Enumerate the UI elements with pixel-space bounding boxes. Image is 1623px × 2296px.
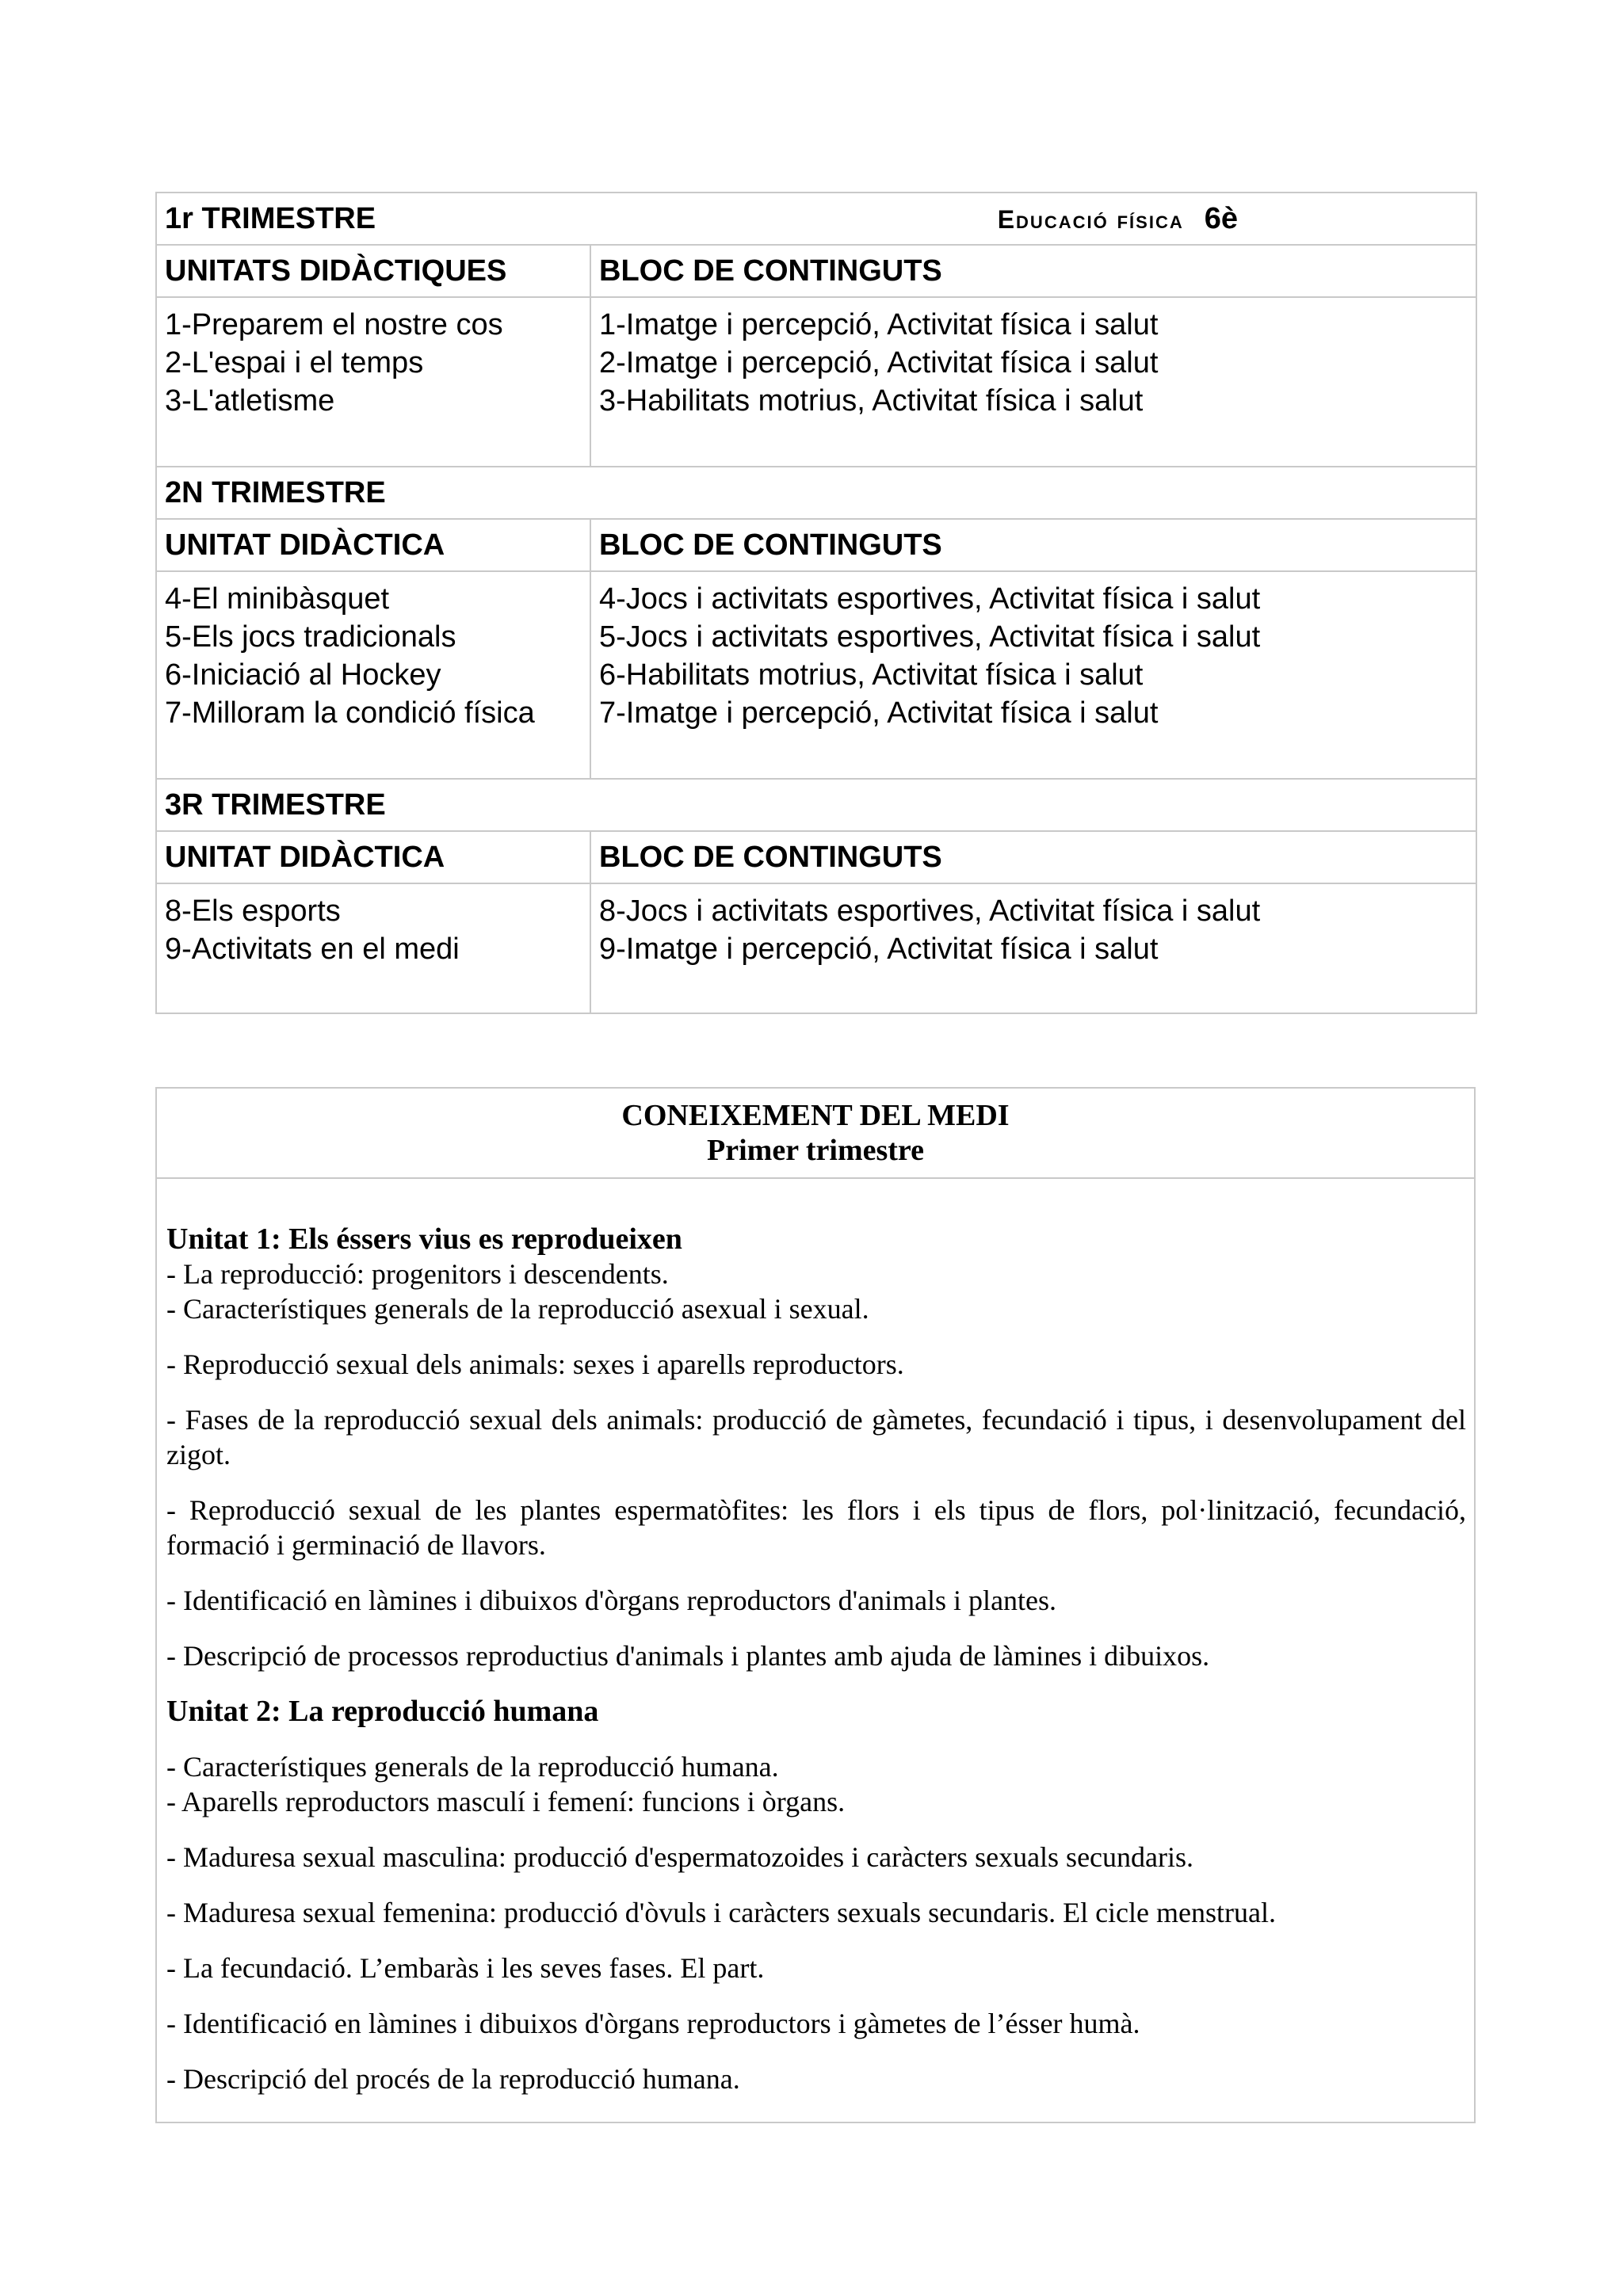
unit-item: 7-Milloram la condició física [165, 696, 535, 730]
content-item: - Reproducció sexual de les plantes espermatòfites: les flors i els tipus de flors, pol·linització, fecundació, formació i germinació de llavors. [166, 1494, 1466, 1561]
content-item: - La fecundació. L’embaràs i les seves fases. El part. [166, 1952, 765, 1984]
subject-name: Educació física [997, 204, 1184, 234]
bloc-item: 7-Imatge i percepció, Activitat física i salut [599, 696, 1159, 730]
subject-label [998, 202, 1238, 236]
content-item: - Identificació en làmines i dibuixos d'òrgans reproductors i gàmetes de l’ésser humà. [166, 2008, 1140, 2039]
content-item: - Descripció de processos reproductius d'animals i plantes amb ajuda de làmines i dibuixos. [166, 1640, 1210, 1672]
bloc-item: 9-Imatge i percepció, Activitat física i salut [599, 933, 1159, 966]
blocs-cell [590, 571, 1476, 779]
educacio-fisica-table [155, 192, 1477, 1014]
coneixement-medi-box [155, 1087, 1476, 2123]
blocs-cell [590, 297, 1476, 467]
bloc-item: 4-Jocs i activitats esportives, Activitat física i salut [599, 582, 1261, 616]
trimester-1-title: 1r TRIMESTRE [165, 201, 376, 235]
bloc-item: 2-Imatge i percepció, Activitat física i salut [599, 346, 1159, 379]
bloc-item: 8-Jocs i activitats esportives, Activitat física i salut [599, 894, 1261, 928]
unit-item: 2-L'espai i el temps [165, 346, 424, 379]
unit-item: 6-Iniciació al Hockey [165, 658, 441, 692]
trimester-2-title: 2N TRIMESTRE [156, 467, 1476, 519]
trimester-3-title: 3R TRIMESTRE [156, 779, 1476, 831]
units-cell [156, 883, 590, 1013]
units-column-header: UNITAT DIDÀCTICA [156, 519, 590, 571]
content-item: - Aparells reproductors masculí i femení: funcions i òrgans. [166, 1786, 846, 1817]
bloc-item: 5-Jocs i activitats esportives, Activitat física i salut [599, 620, 1261, 654]
section-subtitle: Primer trimestre [707, 1134, 924, 1167]
unit-1-title: Unitat 1: Els éssers vius es reprodueixen [166, 1222, 682, 1256]
content-item: - Fases de la reproducció sexual dels animals: producció de gàmetes, fecundació i tipus, i desenvolupament del zigot. [166, 1404, 1466, 1470]
units-cell [156, 297, 590, 467]
content-item: - Característiques generals de la reproducció asexual i sexual. [166, 1293, 869, 1325]
units-column-header: UNITATS DIDÀCTIQUES [156, 245, 590, 297]
grade-label: 6è [1204, 201, 1238, 235]
content-item: - Maduresa sexual masculina: producció d'espermatozoides i caràcters sexuals secundaris. [166, 1841, 1193, 1873]
bloc-item: 6-Habilitats motrius, Activitat física i salut [599, 658, 1144, 692]
unit-item: 4-El minibàsquet [165, 582, 390, 616]
content-item: - Identificació en làmines i dibuixos d'òrgans reproductors d'animals i plantes. [166, 1585, 1057, 1616]
blocs-cell [590, 883, 1476, 1013]
section-title: CONEIXEMENT DEL MEDI [621, 1099, 1010, 1132]
unit-item: 5-Els jocs tradicionals [165, 620, 456, 654]
coneixement-medi-header [157, 1089, 1474, 1179]
content-item: - Descripció del procés de la reproducció humana. [166, 2063, 740, 2095]
units-column-header: UNITAT DIDÀCTICA [156, 831, 590, 883]
blocs-column-header: BLOC DE CONTINGUTS [590, 245, 1476, 297]
unit-item: 1-Preparem el nostre cos [165, 308, 503, 341]
bloc-item: 1-Imatge i percepció, Activitat física i salut [599, 308, 1159, 341]
blocs-column-header: BLOC DE CONTINGUTS [590, 519, 1476, 571]
content-item: - La reproducció: progenitors i descendents. [166, 1258, 669, 1290]
unit-item: 9-Activitats en el medi [165, 933, 460, 966]
unit-2-title: Unitat 2: La reproducció humana [166, 1695, 599, 1728]
trimester-1-header [156, 193, 1476, 245]
bloc-item: 3-Habilitats motrius, Activitat física i salut [599, 384, 1144, 418]
units-cell [156, 571, 590, 779]
content-item: - Maduresa sexual femenina: producció d'òvuls i caràcters sexuals secundaris. El cicle menstrual. [166, 1897, 1276, 1928]
unit-item: 8-Els esports [165, 894, 341, 928]
coneixement-medi-body [157, 1179, 1474, 2096]
unit-item: 3-L'atletisme [165, 384, 335, 418]
content-item: - Reproducció sexual dels animals: sexes i aparells reproductors. [166, 1348, 904, 1380]
content-item: - Característiques generals de la reproducció humana. [166, 1751, 779, 1783]
blocs-column-header: BLOC DE CONTINGUTS [590, 831, 1476, 883]
